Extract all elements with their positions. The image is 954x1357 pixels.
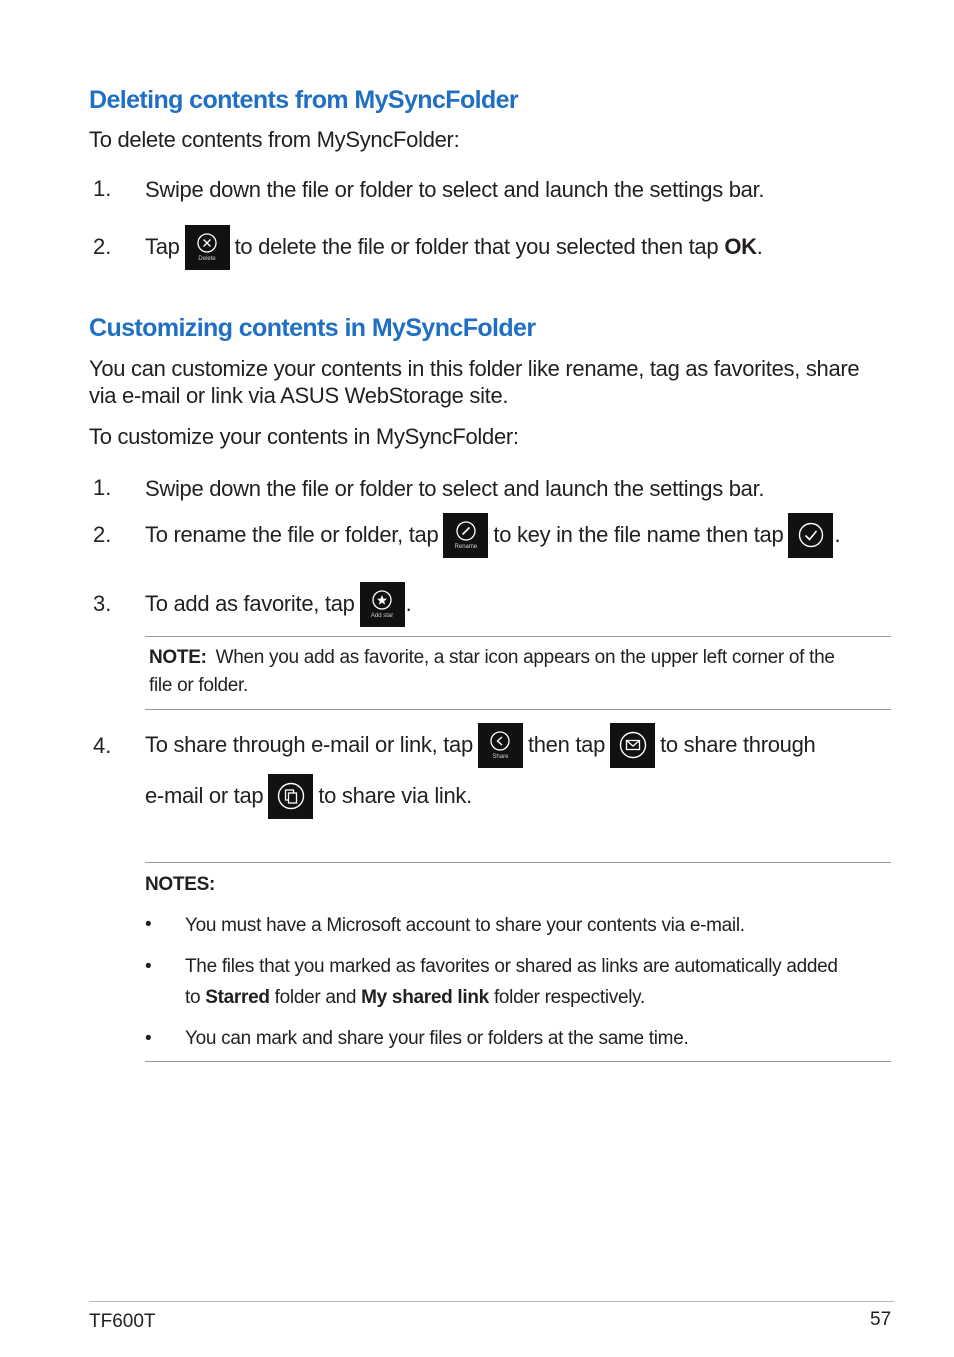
note-label: NOTE:	[149, 647, 207, 668]
notes-bullet-2-pre: to	[185, 987, 201, 1008]
step-text: e-mail or tap	[145, 783, 264, 808]
star-circle-icon	[371, 589, 393, 611]
period: .	[405, 591, 412, 616]
step-number: 2.	[93, 234, 112, 259]
icon-caption: Rename	[454, 543, 478, 550]
step-rename-line	[145, 512, 840, 558]
bullet: •	[145, 914, 152, 935]
step-number: 4.	[93, 733, 112, 758]
my-shared-link-label: My shared link	[361, 987, 489, 1008]
mail-circle-icon	[618, 730, 648, 760]
notes-label-text: NOTES:	[145, 874, 215, 895]
step-text: then tap	[527, 732, 606, 757]
period: .	[834, 522, 841, 547]
step-number: 3.	[93, 591, 112, 616]
step-text: To rename the file or folder, tap	[145, 522, 439, 547]
delete-icon[interactable]	[185, 225, 230, 270]
intro-customize-line1: You can customize your contents in this folder like rename, tag as favorites, share	[89, 356, 860, 381]
step-text: To add as favorite, tap	[145, 591, 355, 616]
bullet: •	[145, 1028, 152, 1049]
rename-icon[interactable]	[443, 513, 488, 558]
notes-top-rule	[145, 862, 891, 863]
footer-rule	[89, 1301, 894, 1302]
share-icon[interactable]	[478, 723, 523, 768]
note-box	[149, 644, 891, 700]
step-delete-line	[145, 224, 763, 270]
notes-bullet-2-line1: The files that you marked as favorites or shared as links are automatically added	[185, 956, 838, 977]
heading-customizing: Customizing contents in MySyncFolder	[89, 314, 536, 342]
step-number: 1.	[93, 475, 112, 500]
intro-customize-line2: via e-mail or link via ASUS WebStorage site.	[89, 383, 509, 408]
footer-model: TF600T	[89, 1311, 156, 1332]
step-share-line2	[145, 773, 472, 819]
check-circle-icon	[797, 521, 825, 549]
notes-bottom-rule	[145, 1061, 891, 1062]
step-favorite-line	[145, 581, 411, 627]
note-bottom-rule	[145, 709, 891, 710]
step-text: Swipe down the file or folder to select and launch the settings bar.	[145, 476, 765, 501]
step-number: 2.	[93, 522, 112, 547]
ok-label: OK	[724, 234, 757, 259]
step-text: to delete the file or folder that you selected then tap	[234, 234, 719, 259]
notes-bullet-2-post: folder respectively.	[493, 987, 645, 1008]
step-share-line1	[145, 722, 815, 768]
step-text: To share through e-mail or link, tap	[145, 732, 473, 757]
share-circle-icon	[489, 730, 511, 752]
heading-deleting: Deleting contents from MySyncFolder	[89, 86, 519, 114]
step-text: Swipe down the file or folder to select and launch the settings bar.	[145, 177, 765, 202]
note-text-line1: When you add as favorite, a star icon appears on the upper left corner of the	[215, 647, 835, 668]
step-text: to share via link.	[318, 783, 472, 808]
step-text: Tap	[145, 234, 180, 259]
add-star-icon[interactable]	[360, 582, 405, 627]
step-number: 1.	[93, 176, 112, 201]
close-circle-icon	[196, 232, 218, 254]
note-text-line2: file or folder.	[149, 675, 248, 696]
note-top-rule	[145, 636, 891, 637]
confirm-icon[interactable]	[788, 513, 833, 558]
notes-bullet-3: You can mark and share your files or folders at the same time.	[185, 1028, 689, 1049]
step-text: to share through	[660, 732, 816, 757]
intro-delete: To delete contents from MySyncFolder:	[89, 127, 460, 152]
icon-caption: Delete	[198, 255, 216, 262]
link-share-icon[interactable]	[268, 774, 313, 819]
icon-caption: Share	[492, 753, 509, 760]
notes-bullet-2-mid: folder and	[274, 987, 357, 1008]
copy-link-circle-icon	[276, 781, 306, 811]
intro-customize-2: To customize your contents in MySyncFolder:	[89, 424, 519, 449]
icon-caption: Add star	[370, 612, 394, 619]
bullet: •	[145, 956, 152, 977]
notes-bullet-2	[185, 951, 891, 1013]
step-text: to key in the file name then tap	[493, 522, 784, 547]
pencil-circle-icon	[455, 520, 477, 542]
notes-label	[145, 871, 215, 899]
notes-bullet-1: You must have a Microsoft account to share your contents via e-mail.	[185, 915, 745, 936]
footer-page-number: 57	[870, 1309, 892, 1330]
email-share-icon[interactable]	[610, 723, 655, 768]
period: .	[756, 234, 763, 259]
starred-label: Starred	[205, 987, 270, 1008]
